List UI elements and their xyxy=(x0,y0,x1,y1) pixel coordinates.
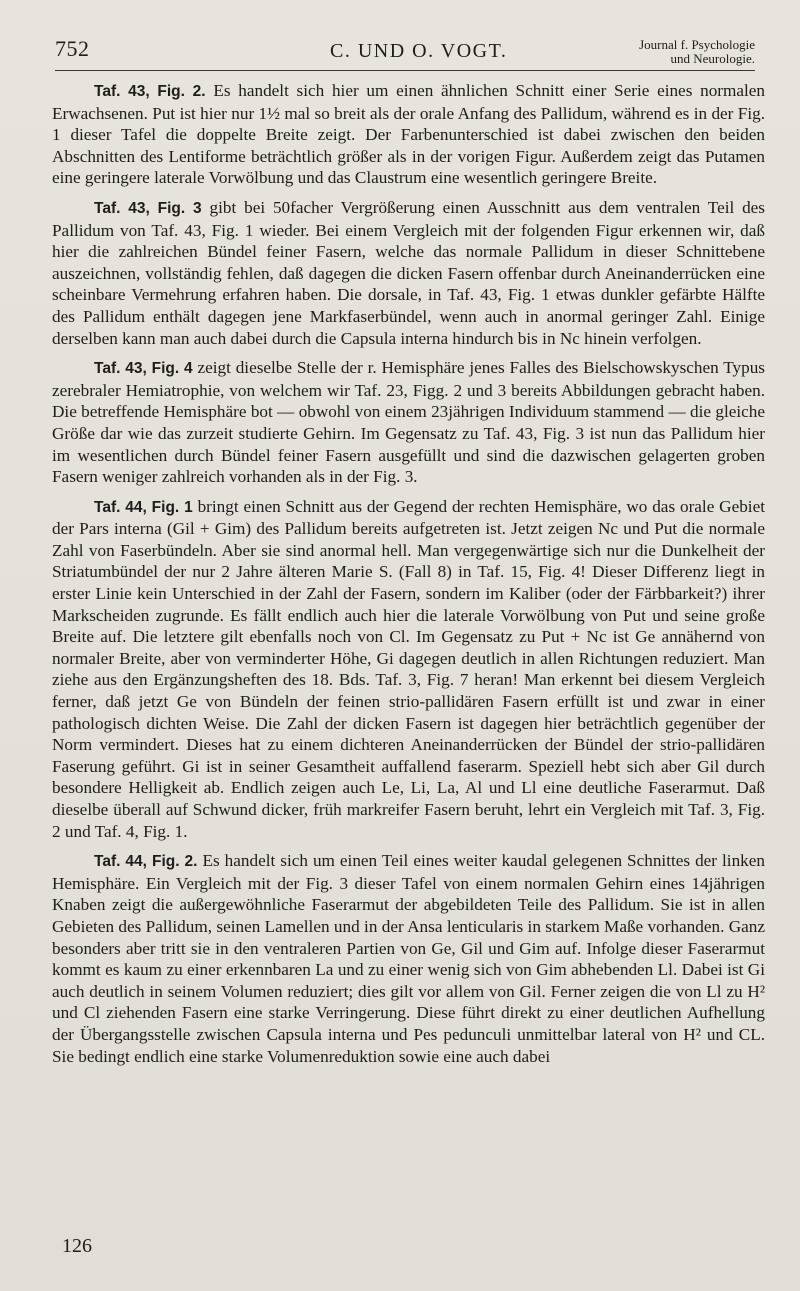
journal-line-2: und Neurologie. xyxy=(670,51,755,66)
header-rule xyxy=(55,70,755,71)
running-title: C. UND O. VOGT. xyxy=(330,40,508,62)
paragraph-text: Es handelt sich um einen Teil eines weiter kaudal gelegenen Schnittes der linken Hemisphäre. Ein Vergleich mit der Fig. 3 dieser Tafel von einem normalen Gehirn eines 14jährigen Knaben zeigt die außergewöhnliche Faserarmut der abgebildeten Teile des Pallidum. Sie ist in allen Gebieten des Pallidum, seinen Lamellen und in der Ansa lenticularis in starkem Maße vorhanden. Ganz besonders aber tritt sie in den ventraleren Partien von Ge, Gil und Gim auf. Infolge dieser Faserarmut kommt es kaum zu einer erkennbaren La und zu einer wenig sich von Gim abhebenden Ll. Dabei ist Gi auch deutlich in seinem Volumen reduziert; dies gilt vor allem von Gil. Ferner zeigen die von Ll zu H² und Cl ziehenden Fasern eine starke Verringerung. Diese führt direkt zu einer deutlichen Aufhellung der Übergangsstelle zwischen Capsula interna und Pes pedunculi unmittelbar lateral von H² und CL. Sie bedingt endlich eine starke Volumenreduktion sowie eine auch dabei xyxy=(52,851,765,1066)
paragraph-taf43-fig2 xyxy=(52,80,765,189)
figure-reference: Taf. 43, Fig. 4 xyxy=(94,360,193,378)
paragraph-taf44-fig1 xyxy=(52,496,765,843)
paragraph-text: Es handelt sich hier um einen ähnlichen Schnitt einer Serie eines normalen Erwachsenen. Put ist hier nur 1½ mal so breit als der orale Anfang des Pallidum, während es in der Fig. 1 dieser Tafel die doppelte Breite zeigt. Der Farbenunterschied ist dabei zwischen den beiden Abschnitten des Lentiforme beträchtlich größer als in der vorigen Figur. Außerdem zeigt das Putamen eine geringere laterale Vorwölbung und das Claustrum eine wesentlich geringere Breite. xyxy=(52,81,766,188)
text-body xyxy=(52,80,765,1075)
figure-reference: Taf. 44, Fig. 1 xyxy=(94,498,193,516)
paragraph-taf43-fig4 xyxy=(52,357,765,488)
figure-reference: Taf. 44, Fig. 2. xyxy=(94,853,198,871)
paragraph-text: bringt einen Schnitt aus der Gegend der rechten Hemisphäre, wo das orale Gebiet der Pars interna (Gil + Gim) des Pallidum bereits aufgetreten ist. Jetzt zeigen Nc und Put die normale Zahl von Faserbündeln. Aber sie sind anormal hell. Man vergegenwärtige sich nur die Dunkelheit der Striatumbündel der nur 2 Jahre älteren Marie S. (Fall 8) in Taf. 15, Fig. 4! Dieser Differenz liegt in erster Linie kein Unterschied in der Zahl der Fasern, sondern im Kaliber (oder der Färbbarkeit?) ihrer Markscheiden zugrunde. Es fällt endlich auch hier die laterale Vorwölbung von Put und seine große Breite auf. Die letztere gilt ebenfalls noch von Cl. Im Gegensatz zu Put + Nc ist Ge annähernd von normaler Breite, aber von verminderter Höhe, Gi dagegen deutlich in allen Richtungen reduziert. Man ziehe aus den Ergänzungsheften des 18. Bds. Taf. 3, Fig. 7 heran! Man erkennt bei diesem Vergleich ferner, daß jetzt Ge von Bündeln der feinen strio-pallidären Fasern erfüllt ist und zwar in einer pathologisch dichten Weise. Die Zahl der dicken Fasern ist dagegen hier beträchtlich gegenüber der Norm vermindert. Dieses hat zu einem dichteren Aneinanderrücken der Bündel der strio-pallidären Faserung geführt. Gi ist in seiner Gesamtheit auffallend faserarm. Speziell hebt sich aber Gil durch besondere Helligkeit ab. Endlich zeigen auch Le, Li, La, Al und Ll eine deutliche Faserarmut. Daß dieselbe überall auf Schwund dicker, früh markreifer Fasern beruht, lehrt ein Vergleich mit Taf. 3, Fig. 2 und Taf. 4, Fig. 1. xyxy=(52,496,765,841)
figure-reference: Taf. 43, Fig. 3 xyxy=(94,199,202,217)
signature-mark: 126 xyxy=(62,1235,92,1257)
paragraph-taf44-fig2 xyxy=(52,850,765,1067)
journal-name xyxy=(639,38,755,66)
paragraph-text: zeigt dieselbe Stelle der r. Hemisphäre jenes Falles des Bielschowskyschen Typus zerebraler Hemiatrophie, von welchem wir Taf. 23, Figg. 2 und 3 bereits Abbildungen gebracht haben. Die betreffende Hemisphäre bot — obwohl von einem 23jährigen Individuum stammend — die gleiche Größe dar wie das zurzeit studierte Gehirn. Im Gegensatz zu Taf. 43, Fig. 3 ist nun das Pallidum hier im wesentlichen durch Bündel feiner Fasern ausgefüllt und sind die dazwischen gelagerten groben Fasern weniger zahlreich vorhanden als in der Fig. 3. xyxy=(52,358,766,487)
paragraph-text: gibt bei 50facher Vergrößerung einen Ausschnitt aus dem ventralen Teil des Pallidum von Taf. 43, Fig. 1 wieder. Bei einem Vergleich mit der folgenden Figur erkennen wir, daß hier die zahlreichen Bündel feiner Fasern, welche das normale Pallidum in dieser Schnittebene auszeichnen, vollständig fehlen, daß dagegen die dicken Fasern offenbar durch Aneinanderrücken eine scheinbare Vermehrung erfahren haben. Die dorsale, in Taf. 43, Fig. 1 etwas dunkler gefärbte Hälfte des Pallidum enthält dagegen jene Markfaserbündel, wenn auch in anormal geringer Zahl. Einige derselben kann man auch dabei durch die Capsula interna hindurch bis in Nc hinein verfolgen. xyxy=(52,197,765,348)
figure-reference: Taf. 43, Fig. 2. xyxy=(94,83,206,100)
journal-line-1: Journal f. Psychologie xyxy=(639,37,755,52)
page-number: 752 xyxy=(55,36,90,61)
page-header xyxy=(55,34,755,70)
paragraph-taf43-fig3 xyxy=(52,197,765,349)
